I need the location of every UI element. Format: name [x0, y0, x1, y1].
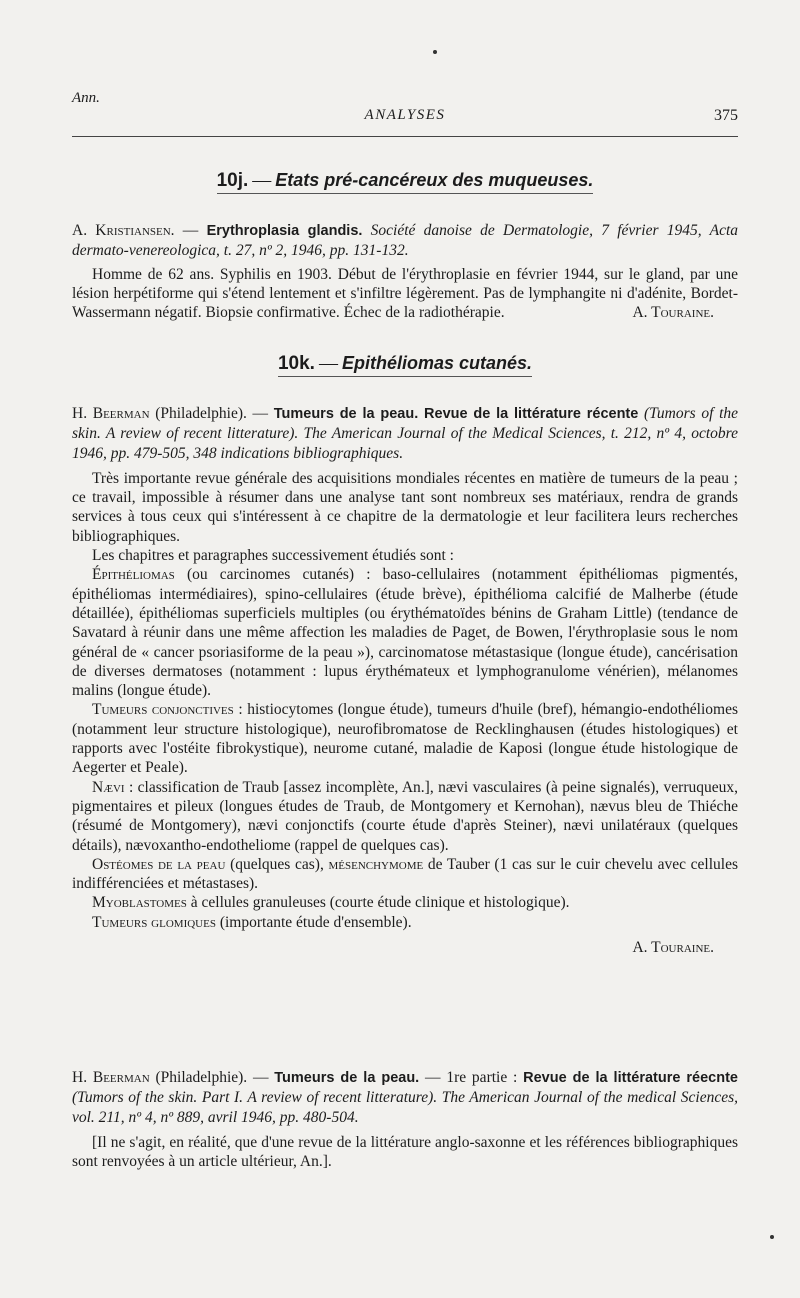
- article-body: Homme de 62 ans. Syphilis en 1903. Début de l'érythroplasie en février 1944, sur le gland, par une lésion herpétiforme qui s'étend lentement et s'infiltre légèrement. Pas de lymphangite ni d'adénite, Bordet-Wassermann négatif. Biopsie confirmative. Échec de la radiothérapie.: [72, 265, 738, 322]
- article-reference: (Tumors of the skin. A review of recent litterature). The American Journal of the Medical Sciences, t. 212, nº 4, octobre 1946, pp. 479-505, 348 indications bibliographiques.: [72, 405, 739, 462]
- article-kristiansen: [72, 221, 738, 323]
- article-beerman-review: [72, 404, 738, 957]
- section-heading-10j: [72, 170, 738, 194]
- paragraph-text: (importante étude d'ensemble).: [215, 913, 412, 931]
- article-author: A. Kristiansen.: [72, 222, 175, 239]
- article-part: — 1re partie :: [419, 1069, 524, 1086]
- paragraph: [72, 913, 738, 932]
- paragraph-lead: Myoblastomes: [92, 894, 187, 912]
- paragraph-text: : classification de Traub [assez incomplète, An.], nævi vasculaires (à peine signalés), verruqueux, pigmentaires et pileux (longues études de Traub, de Montgomery et Kernohan), nævus bleu de Thiéche (résumé de Montgomery), nævi conjonctifs (courte étude d'après Steiner), nævi unilatéraux (quelques détails), nævoxantho-endotheliome (rappel de quelques cas).: [72, 778, 738, 854]
- article-title: Erythroplasia glandis.: [206, 223, 363, 239]
- section-code: 10j.: [216, 170, 249, 191]
- section-heading-10k: [72, 353, 738, 377]
- print-speck: [770, 1235, 774, 1239]
- author-dash: —: [174, 222, 207, 239]
- section-code: 10k.: [277, 353, 315, 374]
- article-author: H. Beerman: [72, 405, 150, 422]
- editor-note: [Il ne s'agit, en réalité, que d'une revue de la littérature anglo-saxonne et les références bibliographiques sont renvoyées à un article ultérieur, An.].: [72, 1133, 738, 1171]
- signature: [72, 938, 738, 957]
- paragraph-lead: mésenchymome: [328, 855, 424, 873]
- author-location: (Philadelphie). —: [149, 1069, 275, 1086]
- header-ann: Ann.: [72, 90, 100, 106]
- paragraph-text: à cellules granuleuses (courte étude clinique et histologique).: [186, 894, 570, 912]
- article-beerman-part1: [72, 1068, 738, 1171]
- page-number: 375: [714, 107, 738, 124]
- paragraph-text: (ou carcinomes cutanés) : baso-cellulaires (notamment épithéliomas pigmentés, épithéliomas intermédiaires), spino-cellulaires (étude brève), épithélioma calcifié de Malherbe (étude détaillée), épithéliomas superficiels multiples (ou érythématoïdes bénins de Graham Little) (tendance de Savatard à réunir dans une même affection les maladies de Paget, de Bowen, l'érythroplasie sous le nom général de « cancer psoriasiforme de la peau »), carcinomatose métastasique (longue étude), cancérisation de diverses dermatoses (notamment : lupus érythémateux et lymphogranulome vénérien), mélanomes malins (longue étude).: [72, 566, 738, 700]
- paragraph: [72, 855, 738, 894]
- section-title: Epithéliomas cutanés.: [341, 353, 533, 373]
- running-header: [72, 107, 738, 129]
- article-title: Tumeurs de la peau.: [274, 1070, 420, 1086]
- paragraph: [72, 700, 738, 777]
- signature-text: A. Touraine.: [632, 939, 714, 957]
- paragraph-text: : histiocytomes (longue étude), tumeurs d'huile (bref), hémangio-endothéliomes (notamment leur structure histologique), neurofibromatose de Recklinghausen (études histologiques) et rapports avec l'ostéite fibrokystique), neurome cutané, maladie de Kaposi (longue étude histologique de Aegerter et Peale).: [72, 701, 738, 777]
- paragraph-lead: Tumeurs conjonctives: [92, 701, 234, 719]
- section-separator: —: [318, 353, 338, 374]
- signature-text: A. Touraine.: [632, 304, 714, 322]
- section-title: Etats pré-cancéreux des muqueuses.: [275, 170, 594, 190]
- paragraph: Les chapitres et paragraphes successivement étudiés sont :: [92, 547, 454, 565]
- running-title: ANALYSES: [364, 107, 446, 123]
- paragraph-text: de Tauber (1 cas sur le cuir chevelu avec cellules indifférenciées et métastases).: [72, 855, 738, 893]
- author-location: (Philadelphie). —: [149, 405, 274, 422]
- print-speck: [433, 50, 437, 54]
- paragraph-lead: Épithéliomas: [92, 566, 175, 584]
- paragraph: [72, 778, 738, 855]
- paragraph: [72, 893, 738, 912]
- paragraph-lead: Nævi: [92, 778, 125, 796]
- paragraph: [72, 565, 738, 700]
- header-rule: [72, 136, 738, 137]
- article-reference: (Tumors of the skin. Part I. A review of recent litterature). The American Journal of the medical Sciences, vol. 211, nº 4, nº 889, avril 1946, pp. 480-504.: [72, 1089, 738, 1126]
- paragraph-text: (quelques cas),: [225, 855, 329, 873]
- paragraph: Très importante revue générale des acquisitions mondiales récentes en matière de tumeurs de la peau ; ce travail, impossible à résumer dans une analyse tant sont nombreux ses matériaux, rendra de grands services à tous ceux qui s'intéressent à ce chapitre de la dermatologie et leur facilitera leurs recherches bibliographiques.: [72, 469, 738, 545]
- article-author: H. Beerman: [72, 1069, 150, 1086]
- paragraph-lead: Ostéomes de la peau: [92, 855, 226, 873]
- article-reference: Société danoise de Dermatologie, 7 février 1945, Acta dermato-venereologica, t. 27, nº 2, 1946, pp. 131-132.: [72, 222, 739, 260]
- section-separator: —: [252, 170, 272, 191]
- article-subtitle: Revue de la littérature réecnte: [523, 1070, 738, 1086]
- article-title: Tumeurs de la peau. Revue de la littérature récente: [273, 406, 639, 422]
- paragraph-lead: Tumeurs glomiques: [92, 913, 216, 931]
